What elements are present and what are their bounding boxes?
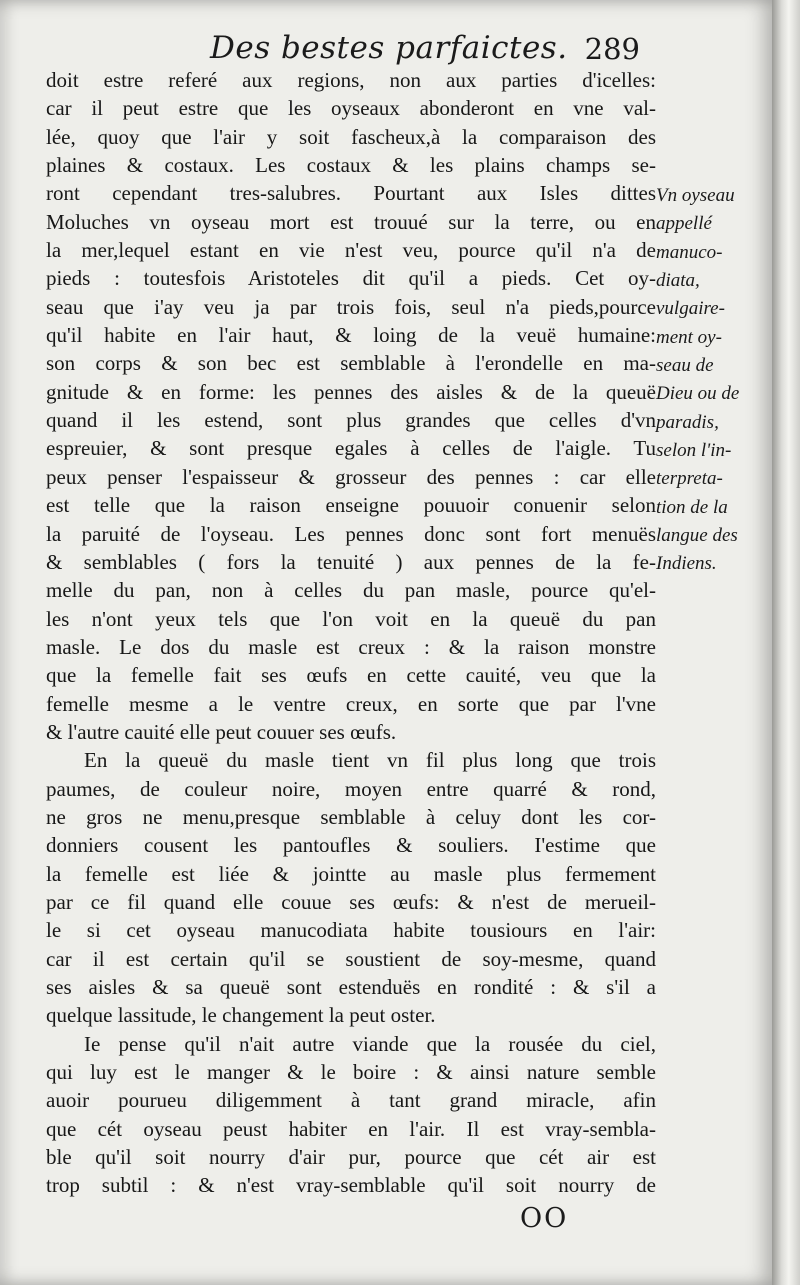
text-line: peux penser l'espaisseur & grosseur des pennes : car elle — [46, 464, 656, 489]
text-line: & l'autre cauité elle peut couuer ses œufs. — [46, 719, 397, 744]
text-line: paumes, de couleur noire, moyen entre quarré & rond, — [46, 776, 656, 801]
margin-note-line: Vn oyseau — [656, 185, 735, 206]
text-line: ne gros ne menu,presque semblable à celuy dont les cor- — [46, 804, 656, 829]
text-line: les n'ont yeux tels que l'on voit en la queuë du pan — [46, 606, 656, 631]
text-line: seau que i'ay veu ja par trois fois, seul n'a pieds,pource — [46, 294, 656, 319]
text-line: masle. Le dos du masle est creux : & la raison monstre — [46, 634, 656, 659]
text-line: la femelle est liée & jointte au masle plus fermement — [46, 861, 656, 886]
margin-note — [656, 182, 768, 579]
text-line: Moluches vn oyseau mort est trouué sur la terre, ou en — [46, 209, 656, 234]
margin-note-line: langue des — [656, 525, 738, 547]
text-line: la paruité de l'oyseau. Les pennes donc sont fort menuës — [46, 521, 656, 546]
text-line: auoir pourueu diligemment à tant grand miracle, afin — [46, 1088, 656, 1113]
text-line: femelle mesme a le ventre creux, en sorte que par l'vne — [46, 691, 656, 716]
text-line: qu'il habite en l'air haut, & loing de la veuë humaine: — [46, 323, 656, 348]
page-number: 289 — [584, 32, 640, 66]
margin-note-line: diata, — [656, 270, 700, 292]
text-line: pieds : toutesfois Aristoteles dit qu'il a pieds. Cet oy- — [46, 266, 656, 291]
text-line: gnitude & en forme: les pennes des aisles & de la queuë — [46, 379, 656, 404]
text-line: plaines & costaux. Les costaux & les plains champs se- — [46, 153, 656, 178]
margin-note-line: appellé — [656, 213, 712, 235]
text-line: son corps & son bec est semblable à l'erondelle en ma- — [46, 351, 656, 376]
text-line: quand il les estend, sont plus grandes que celles d'vn — [46, 408, 656, 433]
page-edge — [772, 0, 800, 1285]
text-line: & semblables ( fors la tenuité ) aux pennes de la fe- — [46, 549, 656, 574]
margin-note-line: Dieu ou de — [656, 383, 740, 405]
margin-note-line: terpreta- — [656, 468, 723, 490]
running-title: Des bestes parfaictes. — [210, 30, 568, 66]
text-line: lée, quoy que l'air y soit fascheux,à la comparaison des — [46, 124, 656, 149]
margin-note-line: paradis, — [656, 411, 719, 433]
text-line: car il est certain qu'il se soustient de soy-mesme, quand — [46, 946, 656, 971]
text-line: que la femelle fait ses œufs en cette cauité, veu que la — [46, 663, 656, 688]
text-line: que cét oyseau peust habiter en l'air. Il est vray-sembla- — [46, 1116, 656, 1141]
text-line: la mer,lequel estant en vie n'est veu, pource qu'il n'a de — [46, 238, 656, 263]
text-line: donniers cousent les pantoufles & souliers. I'estime que — [46, 833, 656, 858]
text-line: qui luy est le manger & le boire : & ainsi nature semble — [46, 1060, 656, 1085]
text-line: le si cet oyseau manucodiata habite tousiours en l'air: — [46, 918, 656, 943]
margin-note-line: selon l'in- — [656, 440, 732, 462]
signature-mark: OO — [520, 1203, 569, 1234]
text-line: trop subtil : & n'est vray-semblable qu'il soit nourry de — [46, 1173, 656, 1198]
text-line: est telle que la raison enseigne pouuoir conuenir selon — [46, 493, 656, 518]
margin-note-line: Indiens. — [656, 553, 717, 575]
text-line: quelque lassitude, le changement la peut oster. — [46, 1003, 436, 1028]
text-line: doit estre referé aux regions, non aux parties d'icelles: — [46, 68, 656, 92]
text-line: ses aisles & sa queuë sont estenduës en rondité : & s'il a — [46, 975, 656, 999]
margin-note-line: vulgaire- — [656, 298, 725, 320]
margin-note-line: seau de — [656, 355, 714, 377]
margin-note-line: ment oy- — [656, 326, 722, 348]
text-line: ront cependant tres-salubres. Pourtant aux Isles dittes — [46, 181, 656, 206]
text-line: Ie pense qu'il n'ait autre viande que la rousée du ciel, — [84, 1031, 656, 1056]
text-line: espreuier, & sont presque egales à celles de l'aigle. Tu — [46, 436, 656, 461]
text-line: ble qu'il soit nourry d'air pur, pource que cét air est — [46, 1145, 656, 1170]
text-line: melle du pan, non à celles du pan masle, pource qu'el- — [46, 578, 656, 603]
margin-note-line: manuco- — [656, 241, 723, 263]
main-text-block — [46, 66, 656, 1200]
margin-note-line: tion de la — [656, 496, 728, 518]
text-line: En la queuë du masle tient vn fil plus long que trois — [84, 748, 656, 773]
text-line: par ce fil quand elle couue ses œufs: & n'est de merueil- — [46, 889, 656, 914]
text-line: car il peut estre que les oyseaux abonderont en vne val- — [46, 96, 656, 121]
